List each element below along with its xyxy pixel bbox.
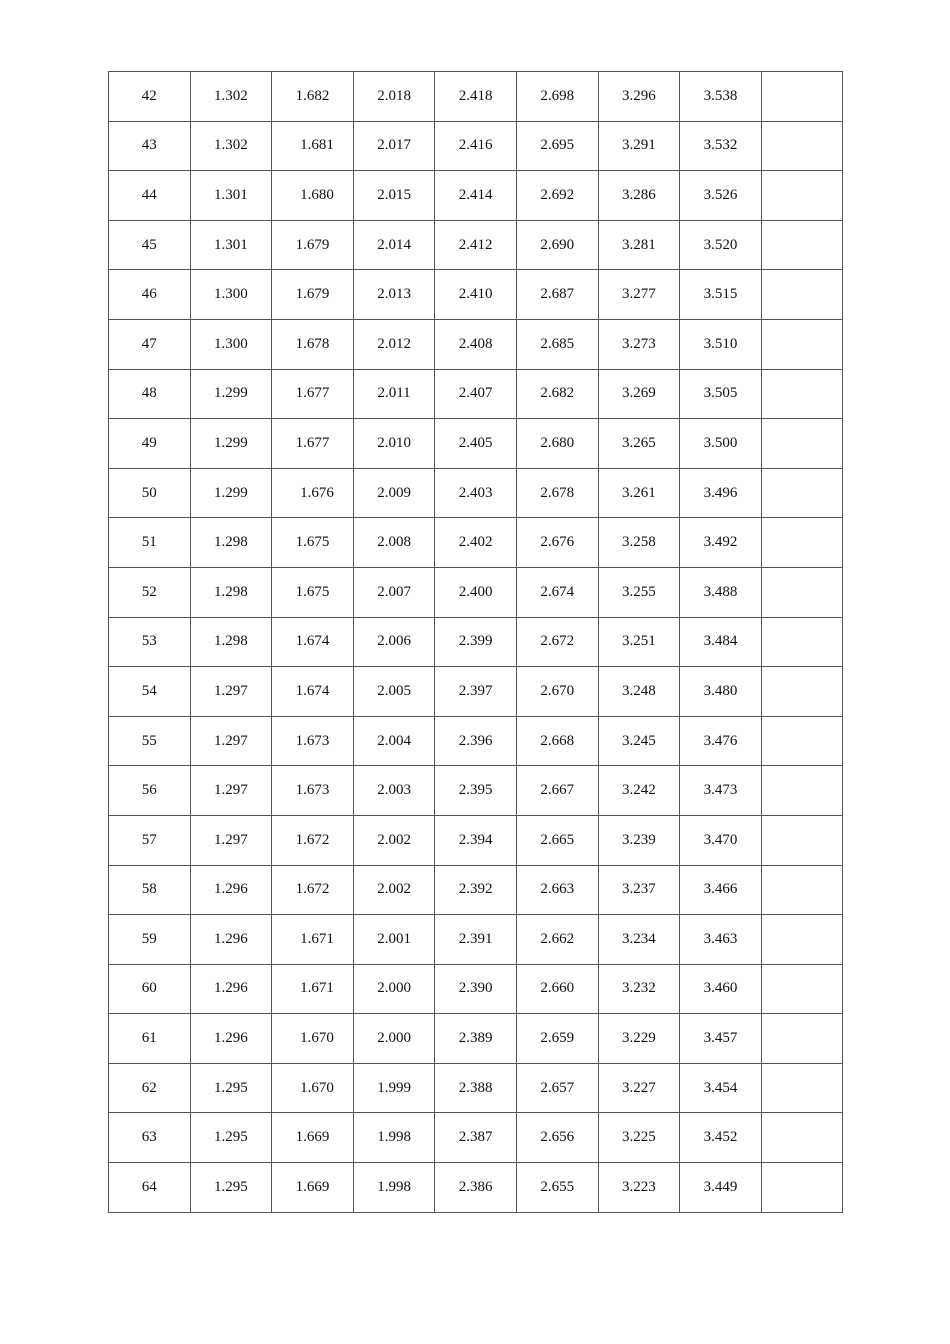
table-cell [761, 815, 843, 865]
table-cell: 2.402 [435, 518, 517, 568]
table-cell [761, 766, 843, 816]
table-cell: 1.671 [272, 915, 354, 965]
table-cell: 1.299 [190, 468, 272, 518]
table-cell: 1.297 [190, 815, 272, 865]
table-cell: 1.680 [272, 171, 354, 221]
table-cell: 1.300 [190, 319, 272, 369]
table-cell: 2.403 [435, 468, 517, 518]
table-cell: 3.466 [680, 865, 762, 915]
table-row [109, 865, 843, 915]
table-cell: 2.396 [435, 716, 517, 766]
table-cell: 2.015 [353, 171, 435, 221]
table-cell: 1.671 [272, 964, 354, 1014]
table-cell: 2.006 [353, 617, 435, 667]
table-cell: 2.662 [516, 915, 598, 965]
degrees-of-freedom-cell: 44 [109, 171, 191, 221]
table-cell: 3.245 [598, 716, 680, 766]
table-cell: 1.681 [272, 121, 354, 171]
table-cell: 3.449 [680, 1163, 762, 1213]
table-row [109, 419, 843, 469]
table-cell: 3.505 [680, 369, 762, 419]
degrees-of-freedom-cell: 51 [109, 518, 191, 568]
table-cell [761, 667, 843, 717]
table-cell: 2.018 [353, 72, 435, 122]
table-cell: 1.300 [190, 270, 272, 320]
table-cell: 1.670 [272, 1014, 354, 1064]
table-row [109, 270, 843, 320]
table-cell [761, 915, 843, 965]
table-cell: 2.408 [435, 319, 517, 369]
table-cell: 2.389 [435, 1014, 517, 1064]
degrees-of-freedom-cell: 48 [109, 369, 191, 419]
table-cell [761, 567, 843, 617]
table-cell: 1.673 [272, 716, 354, 766]
table-cell [761, 369, 843, 419]
table-cell: 2.000 [353, 964, 435, 1014]
table-cell: 2.386 [435, 1163, 517, 1213]
table-cell: 3.484 [680, 617, 762, 667]
table-cell: 1.296 [190, 1014, 272, 1064]
table-cell: 1.677 [272, 419, 354, 469]
table-cell: 2.388 [435, 1063, 517, 1113]
table-cell: 3.229 [598, 1014, 680, 1064]
table-cell: 2.014 [353, 220, 435, 270]
table-cell: 3.496 [680, 468, 762, 518]
table-cell: 2.392 [435, 865, 517, 915]
table-cell: 2.405 [435, 419, 517, 469]
table-cell: 1.298 [190, 518, 272, 568]
table-cell [761, 964, 843, 1014]
table-cell: 3.269 [598, 369, 680, 419]
table-cell: 1.301 [190, 171, 272, 221]
table-cell: 3.480 [680, 667, 762, 717]
table-cell: 1.676 [272, 468, 354, 518]
table-cell: 2.663 [516, 865, 598, 915]
table-cell: 2.390 [435, 964, 517, 1014]
table-row [109, 815, 843, 865]
table-cell: 1.998 [353, 1163, 435, 1213]
table-cell: 2.680 [516, 419, 598, 469]
table-cell: 3.538 [680, 72, 762, 122]
table-row [109, 220, 843, 270]
table-cell: 3.452 [680, 1113, 762, 1163]
table-cell: 1.678 [272, 319, 354, 369]
table-cell [761, 617, 843, 667]
table-cell: 1.296 [190, 865, 272, 915]
table-cell: 1.296 [190, 964, 272, 1014]
table-cell: 1.301 [190, 220, 272, 270]
table-cell: 2.002 [353, 815, 435, 865]
degrees-of-freedom-cell: 58 [109, 865, 191, 915]
table-cell [761, 220, 843, 270]
table-body [109, 72, 843, 1213]
table-cell: 2.010 [353, 419, 435, 469]
table-cell: 2.407 [435, 369, 517, 419]
table-cell: 1.672 [272, 865, 354, 915]
table-cell: 1.295 [190, 1113, 272, 1163]
table-cell: 2.395 [435, 766, 517, 816]
table-cell: 2.655 [516, 1163, 598, 1213]
table-cell: 3.488 [680, 567, 762, 617]
table-cell: 2.656 [516, 1113, 598, 1163]
table-row [109, 319, 843, 369]
table-cell [761, 1014, 843, 1064]
table-cell: 2.013 [353, 270, 435, 320]
table-cell: 3.261 [598, 468, 680, 518]
degrees-of-freedom-cell: 50 [109, 468, 191, 518]
table-cell: 2.665 [516, 815, 598, 865]
table-cell: 3.248 [598, 667, 680, 717]
table-cell: 2.692 [516, 171, 598, 221]
table-cell: 3.460 [680, 964, 762, 1014]
table-cell: 2.685 [516, 319, 598, 369]
table-cell: 3.532 [680, 121, 762, 171]
table-row [109, 121, 843, 171]
table-cell: 1.672 [272, 815, 354, 865]
table-cell: 2.003 [353, 766, 435, 816]
table-cell: 3.457 [680, 1014, 762, 1064]
table-cell: 2.414 [435, 171, 517, 221]
table-cell: 3.265 [598, 419, 680, 469]
table-row [109, 369, 843, 419]
table-cell: 2.007 [353, 567, 435, 617]
table-cell: 2.008 [353, 518, 435, 568]
table-cell: 2.004 [353, 716, 435, 766]
table-row [109, 72, 843, 122]
table-cell: 2.670 [516, 667, 598, 717]
degrees-of-freedom-cell: 60 [109, 964, 191, 1014]
table-cell: 2.410 [435, 270, 517, 320]
table-row [109, 1113, 843, 1163]
degrees-of-freedom-cell: 59 [109, 915, 191, 965]
table-row [109, 518, 843, 568]
table-cell: 2.674 [516, 567, 598, 617]
table-cell: 3.296 [598, 72, 680, 122]
degrees-of-freedom-cell: 47 [109, 319, 191, 369]
table-cell: 1.999 [353, 1063, 435, 1113]
table-cell: 3.237 [598, 865, 680, 915]
table-cell: 2.672 [516, 617, 598, 667]
table-cell: 1.296 [190, 915, 272, 965]
table-cell: 2.682 [516, 369, 598, 419]
table-cell: 1.679 [272, 270, 354, 320]
table-cell: 3.242 [598, 766, 680, 816]
table-cell: 1.670 [272, 1063, 354, 1113]
degrees-of-freedom-cell: 63 [109, 1113, 191, 1163]
table-cell: 3.273 [598, 319, 680, 369]
table-cell: 2.391 [435, 915, 517, 965]
table-row [109, 915, 843, 965]
table-cell: 1.299 [190, 419, 272, 469]
table-cell: 2.387 [435, 1113, 517, 1163]
table-cell [761, 270, 843, 320]
table-row [109, 1014, 843, 1064]
degrees-of-freedom-cell: 49 [109, 419, 191, 469]
degrees-of-freedom-cell: 61 [109, 1014, 191, 1064]
table-row [109, 567, 843, 617]
table-cell: 2.412 [435, 220, 517, 270]
table-row [109, 468, 843, 518]
table-cell: 2.400 [435, 567, 517, 617]
table-cell: 1.298 [190, 617, 272, 667]
table-cell: 2.657 [516, 1063, 598, 1113]
table-cell: 1.297 [190, 766, 272, 816]
table-row [109, 171, 843, 221]
table-cell: 3.473 [680, 766, 762, 816]
table-cell: 1.675 [272, 567, 354, 617]
table-cell: 1.298 [190, 567, 272, 617]
table-cell [761, 72, 843, 122]
table-cell: 1.674 [272, 617, 354, 667]
table-cell: 1.295 [190, 1063, 272, 1113]
table-cell: 1.295 [190, 1163, 272, 1213]
table-cell: 2.000 [353, 1014, 435, 1064]
degrees-of-freedom-cell: 42 [109, 72, 191, 122]
table-cell: 3.286 [598, 171, 680, 221]
table-cell: 3.500 [680, 419, 762, 469]
table-cell [761, 865, 843, 915]
table-cell: 2.416 [435, 121, 517, 171]
table-cell: 3.255 [598, 567, 680, 617]
t-distribution-table [108, 71, 843, 1213]
degrees-of-freedom-cell: 56 [109, 766, 191, 816]
table-cell [761, 468, 843, 518]
degrees-of-freedom-cell: 62 [109, 1063, 191, 1113]
table-cell: 3.223 [598, 1163, 680, 1213]
table-cell: 2.011 [353, 369, 435, 419]
table-cell: 3.515 [680, 270, 762, 320]
degrees-of-freedom-cell: 53 [109, 617, 191, 667]
table-cell: 1.297 [190, 716, 272, 766]
table-cell: 2.667 [516, 766, 598, 816]
table-row [109, 716, 843, 766]
table-cell: 1.682 [272, 72, 354, 122]
table-cell: 2.660 [516, 964, 598, 1014]
table-cell: 1.675 [272, 518, 354, 568]
table-cell: 1.998 [353, 1113, 435, 1163]
table-cell: 3.227 [598, 1063, 680, 1113]
table-cell: 1.302 [190, 121, 272, 171]
table-cell: 1.669 [272, 1163, 354, 1213]
table-cell: 2.690 [516, 220, 598, 270]
table-cell: 3.281 [598, 220, 680, 270]
table-cell [761, 121, 843, 171]
table-cell: 1.302 [190, 72, 272, 122]
table-cell: 1.669 [272, 1113, 354, 1163]
table-cell: 3.526 [680, 171, 762, 221]
table-cell: 2.695 [516, 121, 598, 171]
table-cell: 2.678 [516, 468, 598, 518]
degrees-of-freedom-cell: 52 [109, 567, 191, 617]
table-cell [761, 319, 843, 369]
degrees-of-freedom-cell: 54 [109, 667, 191, 717]
table-cell: 3.258 [598, 518, 680, 568]
degrees-of-freedom-cell: 46 [109, 270, 191, 320]
table-cell: 3.232 [598, 964, 680, 1014]
table-cell: 1.677 [272, 369, 354, 419]
table-cell: 3.470 [680, 815, 762, 865]
table-row [109, 1163, 843, 1213]
table-cell: 3.277 [598, 270, 680, 320]
table-cell: 1.297 [190, 667, 272, 717]
table-cell: 2.001 [353, 915, 435, 965]
table-cell: 3.239 [598, 815, 680, 865]
table-cell: 2.668 [516, 716, 598, 766]
table-cell: 2.009 [353, 468, 435, 518]
table-cell: 2.002 [353, 865, 435, 915]
table-row [109, 1063, 843, 1113]
table-row [109, 667, 843, 717]
table-cell: 2.394 [435, 815, 517, 865]
table-cell: 1.679 [272, 220, 354, 270]
degrees-of-freedom-cell: 57 [109, 815, 191, 865]
table-cell: 1.674 [272, 667, 354, 717]
table-cell: 3.492 [680, 518, 762, 568]
table-cell: 2.418 [435, 72, 517, 122]
table-row [109, 766, 843, 816]
degrees-of-freedom-cell: 55 [109, 716, 191, 766]
table-cell: 2.687 [516, 270, 598, 320]
table-cell [761, 716, 843, 766]
table-row [109, 617, 843, 667]
table-cell: 2.005 [353, 667, 435, 717]
table-cell: 3.454 [680, 1063, 762, 1113]
table-cell: 1.673 [272, 766, 354, 816]
table-cell [761, 1163, 843, 1213]
table-cell [761, 1063, 843, 1113]
table-row [109, 964, 843, 1014]
degrees-of-freedom-cell: 64 [109, 1163, 191, 1213]
table-cell [761, 1113, 843, 1163]
table-cell: 3.510 [680, 319, 762, 369]
table-cell [761, 518, 843, 568]
table-cell: 2.676 [516, 518, 598, 568]
table-cell: 3.234 [598, 915, 680, 965]
table-cell: 3.463 [680, 915, 762, 965]
table-cell: 2.397 [435, 667, 517, 717]
table-cell: 3.476 [680, 716, 762, 766]
table-cell: 3.291 [598, 121, 680, 171]
table-cell: 2.698 [516, 72, 598, 122]
table-cell: 2.399 [435, 617, 517, 667]
table-cell: 1.299 [190, 369, 272, 419]
table-cell: 2.012 [353, 319, 435, 369]
table-cell: 3.520 [680, 220, 762, 270]
degrees-of-freedom-cell: 45 [109, 220, 191, 270]
table-cell: 3.251 [598, 617, 680, 667]
table-cell [761, 419, 843, 469]
table-cell: 3.225 [598, 1113, 680, 1163]
table-cell: 2.659 [516, 1014, 598, 1064]
table-cell: 2.017 [353, 121, 435, 171]
table-cell [761, 171, 843, 221]
degrees-of-freedom-cell: 43 [109, 121, 191, 171]
